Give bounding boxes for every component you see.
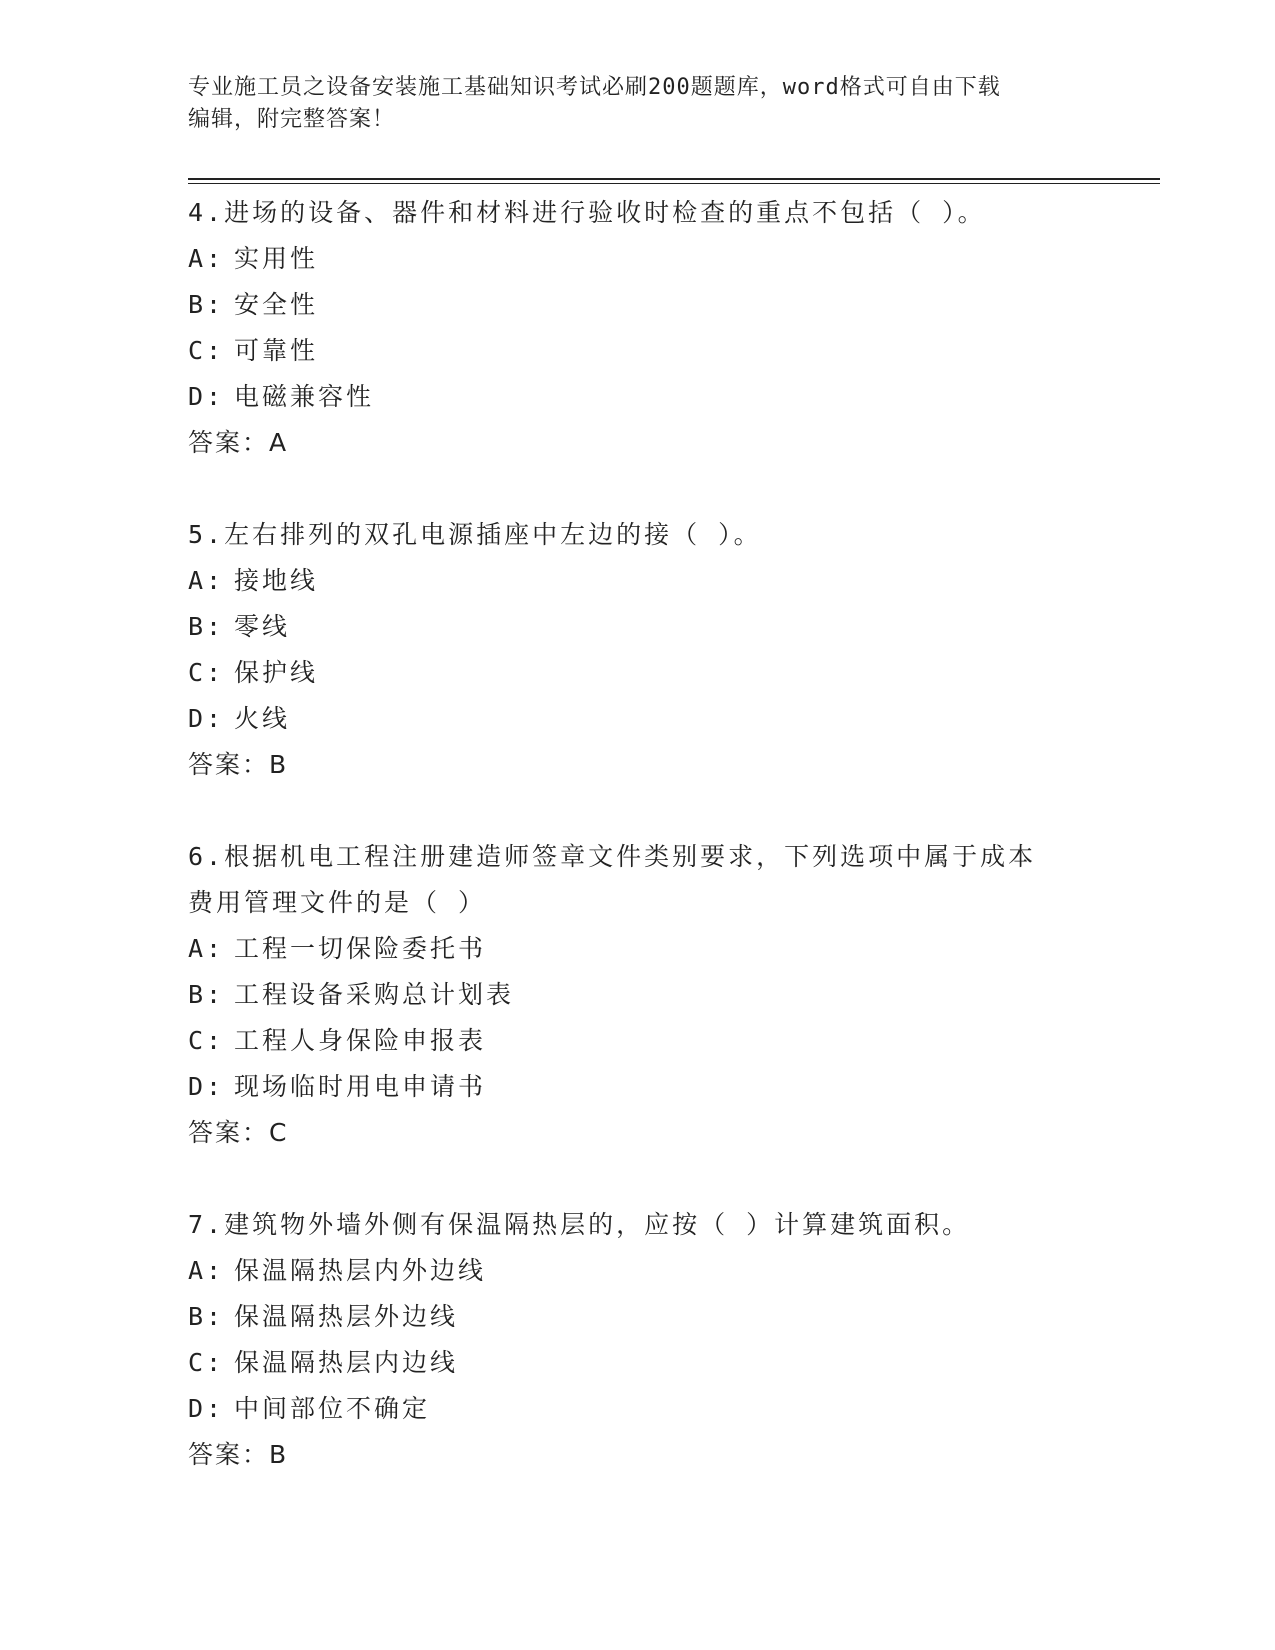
option-a bbox=[188, 926, 1088, 972]
option-text: 实用性 bbox=[234, 244, 319, 273]
question-6 bbox=[188, 834, 1088, 1156]
option-letter: B: bbox=[188, 612, 225, 641]
option-text: 电磁兼容性 bbox=[234, 382, 375, 411]
question-stem: 4.进场的设备、器件和材料进行验收时检查的重点不包括（ ）。 bbox=[188, 198, 986, 227]
option-text: 工程设备采购总计划表 bbox=[234, 980, 515, 1009]
option-b bbox=[188, 1294, 1088, 1340]
option-letter: A: bbox=[188, 244, 225, 273]
option-letter: D: bbox=[188, 1072, 225, 1101]
option-b bbox=[188, 972, 1088, 1018]
option-letter: A: bbox=[188, 1256, 225, 1285]
option-c bbox=[188, 328, 1088, 374]
option-a bbox=[188, 236, 1088, 282]
option-text: 安全性 bbox=[234, 290, 319, 319]
option-text: 零线 bbox=[234, 612, 291, 641]
option-text: 火线 bbox=[234, 704, 291, 733]
option-text: 保温隔热层内边线 bbox=[234, 1348, 459, 1377]
option-letter: C: bbox=[188, 336, 225, 365]
option-a bbox=[188, 558, 1088, 604]
header-line-1: 专业施工员之设备安装施工基础知识考试必刷200题题库，word格式可自由下载 bbox=[188, 75, 1001, 100]
option-text: 可靠性 bbox=[234, 336, 319, 365]
option-letter: C: bbox=[188, 1026, 225, 1055]
header-divider-thin bbox=[188, 183, 1160, 184]
option-c bbox=[188, 650, 1088, 696]
question-4 bbox=[188, 190, 1088, 466]
option-letter: B: bbox=[188, 1302, 225, 1331]
option-text: 工程一切保险委托书 bbox=[234, 934, 487, 963]
option-letter: D: bbox=[188, 1394, 225, 1423]
question-stem: 7.建筑物外墙外侧有保温隔热层的，应按（ ）计算建筑面积。 bbox=[188, 1210, 971, 1239]
option-text: 保温隔热层内外边线 bbox=[234, 1256, 487, 1285]
option-text: 接地线 bbox=[234, 566, 319, 595]
answer-line: 答案：C bbox=[188, 1118, 289, 1147]
question-list bbox=[188, 190, 1088, 1524]
option-letter: A: bbox=[188, 566, 225, 595]
option-text: 保护线 bbox=[234, 658, 319, 687]
question-stem: 5.左右排列的双孔电源插座中左边的接（ ）。 bbox=[188, 520, 762, 549]
option-c bbox=[188, 1018, 1088, 1064]
option-letter: D: bbox=[188, 704, 225, 733]
answer-line: 答案：A bbox=[188, 428, 289, 457]
option-a bbox=[188, 1248, 1088, 1294]
option-d bbox=[188, 374, 1088, 420]
option-d bbox=[188, 1386, 1088, 1432]
header-divider-thick bbox=[188, 178, 1160, 180]
option-b bbox=[188, 282, 1088, 328]
option-letter: A: bbox=[188, 934, 225, 963]
option-b bbox=[188, 604, 1088, 650]
option-letter: C: bbox=[188, 1348, 225, 1377]
question-5 bbox=[188, 512, 1088, 788]
option-letter: C: bbox=[188, 658, 225, 687]
option-letter: D: bbox=[188, 382, 225, 411]
option-letter: B: bbox=[188, 980, 225, 1009]
option-text: 工程人身保险申报表 bbox=[234, 1026, 487, 1055]
question-stem-line-2: 费用管理文件的是（ ） bbox=[188, 888, 487, 917]
header-line-2: 编辑，附完整答案！ bbox=[188, 107, 396, 132]
option-text: 现场临时用电申请书 bbox=[234, 1072, 487, 1101]
document-header bbox=[188, 72, 1088, 136]
option-d bbox=[188, 696, 1088, 742]
option-letter: B: bbox=[188, 290, 225, 319]
option-d bbox=[188, 1064, 1088, 1110]
answer-line: 答案：B bbox=[188, 1440, 289, 1469]
option-c bbox=[188, 1340, 1088, 1386]
question-7 bbox=[188, 1202, 1088, 1478]
answer-line: 答案：B bbox=[188, 750, 289, 779]
option-text: 保温隔热层外边线 bbox=[234, 1302, 459, 1331]
question-stem-line-1: 6.根据机电工程注册建造师签章文件类别要求，下列选项中属于成本 bbox=[188, 842, 1037, 871]
option-text: 中间部位不确定 bbox=[234, 1394, 431, 1423]
